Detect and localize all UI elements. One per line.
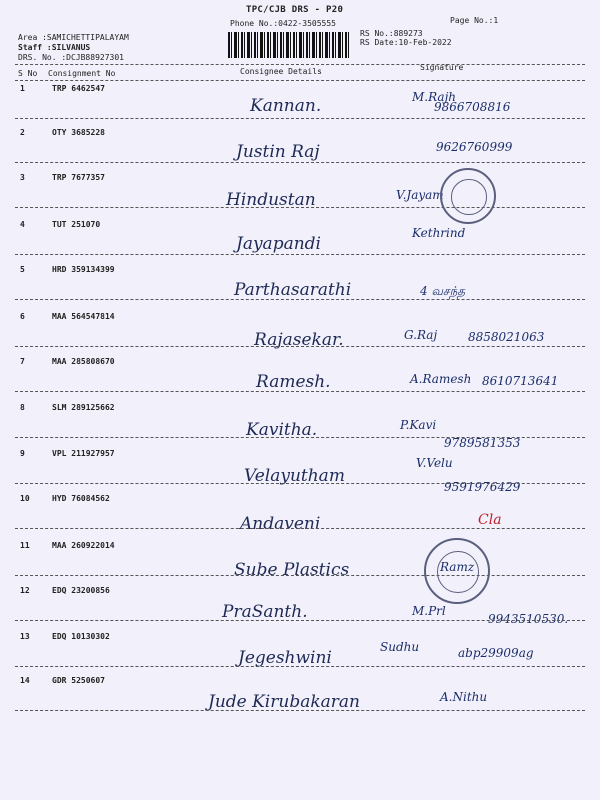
row-separator [15, 437, 585, 438]
consignee-name: Parthasarathi [234, 280, 352, 300]
page-number: Page No.:1 [450, 16, 499, 25]
consignment-number: EDQ 10130302 [52, 632, 110, 641]
recipient-phone: 9789581353 [444, 436, 521, 450]
row-number: 2 [20, 128, 25, 137]
consignee-name: PraSanth. [222, 602, 308, 622]
staff-label: Staff :SILVANUS [18, 43, 91, 52]
row-number: 6 [20, 312, 25, 321]
consignee-name: Ramesh. [256, 372, 331, 392]
row-number: 7 [20, 357, 25, 366]
recipient-signature: Sudhu [380, 640, 420, 654]
area-label: Area :SAMICHETTIPALAYAM [18, 33, 129, 42]
row-number: 3 [20, 173, 25, 182]
row-number: 14 [20, 676, 30, 685]
row-separator [15, 207, 585, 208]
recipient-signature: Kethrind [412, 226, 466, 240]
row-number: 11 [20, 541, 30, 550]
column-header-details: Consignee Details [240, 67, 322, 76]
consignee-name: Jegeshwini [238, 648, 332, 668]
column-header-rule [15, 80, 585, 81]
consignment-number: VPL 211927957 [52, 449, 115, 458]
barcode [228, 32, 350, 58]
recipient-phone: abp29909ag [458, 646, 534, 660]
phone-number: Phone No.:0422-3505555 [230, 19, 336, 28]
row-number: 5 [20, 265, 25, 274]
consignment-number: HRD 359134399 [52, 265, 115, 274]
row-separator [15, 162, 585, 163]
recipient-phone: 8858021063 [468, 330, 545, 344]
consignee-name: Kavitha. [246, 420, 318, 440]
recipient-signature: A.Nithu [440, 690, 488, 704]
row-separator [15, 666, 585, 667]
drs-number: DRS. No. :DCJB88927301 [18, 53, 124, 62]
row-number: 4 [20, 220, 25, 229]
recipient-phone: 9591976429 [444, 480, 521, 494]
consignee-name: Rajasekar. [254, 330, 344, 350]
row-separator [15, 299, 585, 300]
recipient-signature: A.Ramesh [410, 372, 472, 386]
recipient-signature: Ramz [440, 560, 475, 574]
consignment-number: MAA 260922014 [52, 541, 115, 550]
consignment-number: SLM 289125662 [52, 403, 115, 412]
row-number: 12 [20, 586, 30, 595]
row-separator [15, 575, 585, 576]
consignment-number: TRP 7677357 [52, 173, 105, 182]
recipient-phone: 9866708816 [434, 100, 511, 114]
consignment-number: TUT 251070 [52, 220, 101, 229]
row-number: 9 [20, 449, 25, 458]
consignee-name: Jude Kirubakaran [208, 692, 360, 712]
column-header-signature: Signature [420, 63, 464, 72]
rs-date: RS Date:10-Feb-2022 [360, 38, 452, 47]
office-stamp [440, 168, 496, 224]
row-separator [15, 483, 585, 484]
rs-number: RS No.:889273 [360, 29, 423, 38]
row-number: 13 [20, 632, 30, 641]
recipient-phone: 9626760999 [436, 140, 513, 154]
consignee-name: Andaveni [240, 514, 321, 534]
recipient-phone: 8610713641 [482, 374, 559, 388]
row-separator [15, 254, 585, 255]
recipient-phone: 9943510530. [488, 612, 569, 626]
row-number: 10 [20, 494, 30, 503]
recipient-signature: G.Raj [404, 328, 438, 342]
consignee-name: Velayutham [244, 466, 345, 486]
company-seal [424, 538, 490, 604]
header-rule [15, 64, 585, 65]
recipient-signature: V.Velu [416, 456, 453, 470]
consignment-number: GDR 5250607 [52, 676, 105, 685]
consignment-number: TRP 6462547 [52, 84, 105, 93]
consignee-name: Kannan. [250, 96, 322, 116]
recipient-signature: P.Kavi [400, 418, 437, 432]
consignee-name: Sube Plastics [234, 560, 350, 580]
row-separator [15, 118, 585, 119]
row-separator [15, 391, 585, 392]
consignment-number: HYD 76084562 [52, 494, 110, 503]
row-separator [15, 620, 585, 621]
row-separator [15, 710, 585, 711]
row-separator [15, 528, 585, 529]
recipient-signature: M.Prl [412, 604, 446, 618]
consignment-number: EDQ 23200856 [52, 586, 110, 595]
recipient-signature: V.Jayam [396, 188, 444, 202]
consignee-name: Jayapandi [236, 234, 321, 254]
recipient-signature: Cla [478, 512, 502, 528]
column-header-sno: S No [18, 69, 38, 78]
recipient-signature: 4 வசந்த [420, 284, 466, 298]
row-number: 8 [20, 403, 25, 412]
consignment-number: MAA 285808670 [52, 357, 115, 366]
consignee-name: Hindustan [226, 190, 316, 210]
consignee-name: Justin Raj [236, 142, 320, 162]
row-separator [15, 346, 585, 347]
recipient-signature: M.Rajh [412, 90, 457, 104]
column-header-consignment: Consignment No [48, 69, 116, 78]
row-number: 1 [20, 84, 25, 93]
consignment-number: OTY 3685228 [52, 128, 105, 137]
document-title: TPC/CJB DRS - P20 [246, 5, 344, 15]
consignment-number: MAA 564547814 [52, 312, 115, 321]
